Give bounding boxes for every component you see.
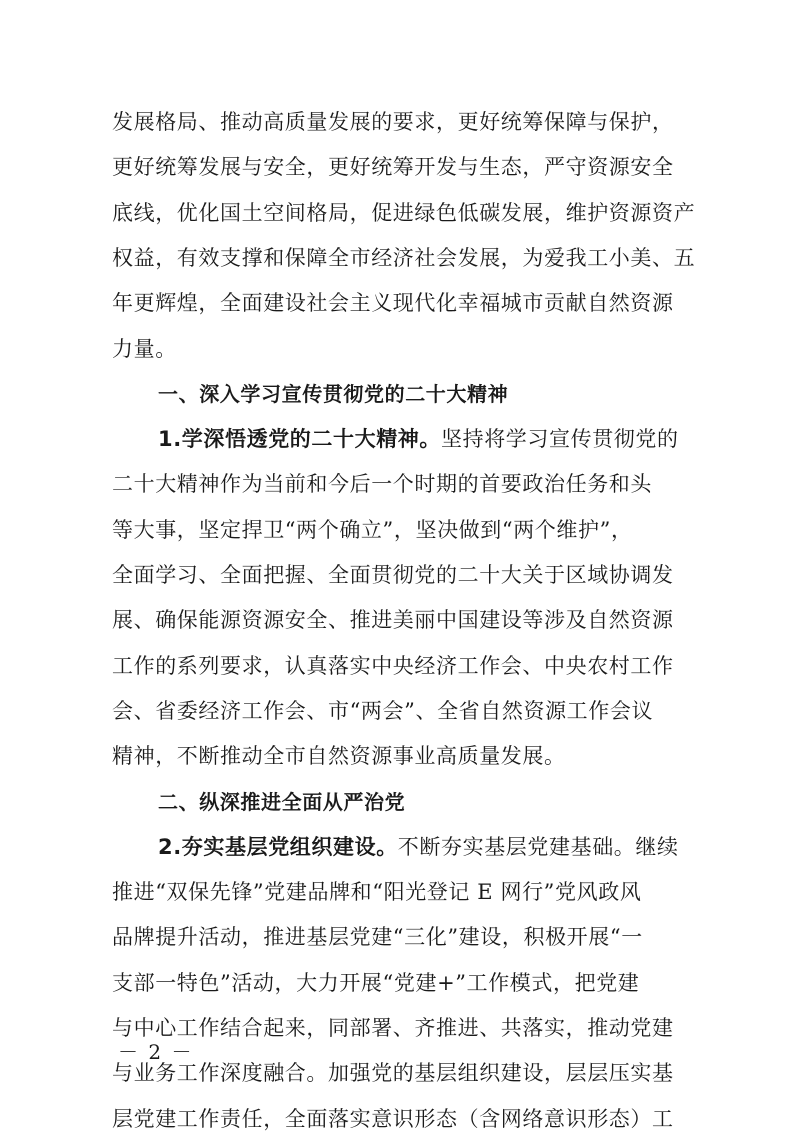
item1-first-line-rest: 坚持将学习宣传贯彻党的	[441, 427, 679, 451]
item1-line-6: 工作的系列要求，认真落实中央经济工作会、中央农村工作	[112, 654, 674, 678]
item2-title: 2.夯实基层党组织建设。	[158, 835, 398, 859]
item2-line-2: 推进“双保先锋”党建品牌和“阳光登记 E 网行”党风政风	[112, 880, 642, 904]
page-number: － 2 －	[118, 1040, 194, 1064]
intro-line-2: 更好统筹发展与安全，更好统筹开发与生态，严守资源安全	[112, 155, 674, 179]
item1-first-line	[158, 427, 682, 451]
item1-line-3: 等大事，坚定捍卫“两个确立”，坚决做到“两个维护”，	[112, 518, 633, 542]
item1-line-8: 精神，不断推动全市自然资源事业高质量发展。	[112, 744, 566, 768]
item2-first-line	[158, 835, 682, 859]
item2-line-4: 支部一特色”活动，大力开展“党建+”工作模式，把党建	[112, 971, 640, 995]
item1-line-4: 全面学习、全面把握、全面贯彻党的二十大关于区域协调发	[112, 563, 674, 587]
item1-line-7: 会、省委经济工作会、市“两会”、全省自然资源工作会议	[112, 699, 654, 723]
item2-first-line-rest: 不断夯实基层党建基础。继续	[397, 835, 679, 859]
section1-heading: 一、深入学习宣传贯彻党的二十大精神	[158, 382, 509, 406]
section2-heading: 二、纵深推进全面从严治党	[158, 790, 406, 814]
intro-line-3: 底线，优化国土空间格局，促进绿色低碳发展，维护资源资产	[112, 201, 696, 225]
intro-line-5: 年更辉煌，全面建设社会主义现代化幸福城市贡献自然资源	[112, 291, 674, 315]
intro-line-4: 权益，有效支撑和保障全市经济社会发展，为爱我工小美、五	[112, 246, 696, 270]
item2-line-7: 层党建工作责任，全面落实意识形态（含网络意识形态）工	[112, 1107, 674, 1131]
item1-line-5: 展、确保能源资源安全、推进美丽中国建设等涉及自然资源	[112, 608, 674, 632]
intro-line-1: 发展格局、推动高质量发展的要求，更好统筹保障与保护，	[112, 110, 674, 134]
item2-line-3: 品牌提升活动，推进基层党建“三化”建设，积极开展“一	[112, 925, 643, 949]
intro-line-6: 力量。	[112, 337, 177, 361]
item1-title: 1.学深悟透党的二十大精神。	[158, 427, 441, 451]
item2-line-6: 与业务工作深度融合。加强党的基层组织建设，层层压实基	[112, 1061, 674, 1085]
item1-line-2: 二十大精神作为当前和今后一个时期的首要政治任务和头	[112, 472, 652, 496]
item2-line-5: 与中心工作结合起来，同部署、齐推进、共落实，推动党建	[112, 1016, 674, 1040]
